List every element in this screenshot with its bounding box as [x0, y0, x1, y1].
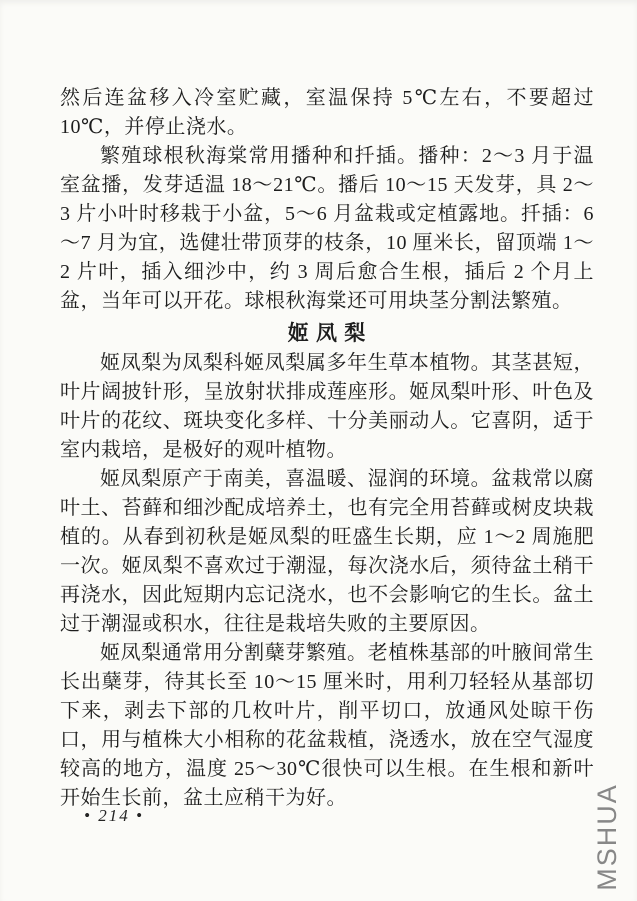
- watermark-text: MSHUA: [592, 783, 622, 891]
- body-paragraph: 繁殖球根秋海棠常用播种和扦插。播种：2～3 月于温室盆播，发芽适温 18～21℃。播后 10～15 天发芽，具 2～3 片小叶时移栽于小盆，5～6 月盆栽或定植露地。扦插：6～7 月为宜，选健壮带顶芽的枝条，10 厘米长，留顶端 1～2 片叶，插入细沙中，约 3 周后愈合生根，插后 2 个月上盆，当年可以开花。球根秋海棠还可用块茎分割法繁殖。: [60, 145, 594, 312]
- page-content: [60, 84, 594, 813]
- body-paragraph: 姬凤梨原产于南美，喜温暖、湿润的环境。盆栽常以腐叶土、苔藓和细沙配成培养土，也有完全用苔藓或树皮块栽植的。从春到初秋是姬凤梨的旺盛生长期，应 1～2 周施肥一次。姬凤梨不喜欢过于潮湿，每次浇水后，须待盆土稍干再浇水，因此短期内忘记浇水，也不会影响它的生长。盆土过于潮湿或积水，往往是栽培失败的主要原因。: [60, 468, 594, 635]
- body-paragraph: 姬凤梨为凤梨科姬凤梨属多年生草本植物。其茎甚短，叶片阔披针形，呈放射状排成莲座形。姬凤梨叶形、叶色及叶片的花纹、斑块变化多样、十分美丽动人。它喜阴，适于室内栽培，是极好的观叶植物。: [60, 352, 594, 461]
- section-heading: 姬 凤 梨: [287, 321, 367, 345]
- body-paragraph: 姬凤梨通常用分割蘖芽繁殖。老植株基部的叶腋间常生长出蘖芽，待其长至 10～15 厘米时，用利刀轻轻从基部切下来，剥去下部的几枚叶片，削平切口，放通风处晾干伤口，用与植株大小相称的花盆栽植，浇透水，放在空气湿度较高的地方，温度 25～30℃很快可以生根。在生根和新叶开始生长前，盆土应稍干为好。: [60, 642, 594, 809]
- page-number: • 214 •: [84, 806, 144, 825]
- body-paragraph: 然后连盆移入冷室贮藏，室温保持 5℃左右，不要超过 10℃，并停止浇水。: [60, 87, 594, 138]
